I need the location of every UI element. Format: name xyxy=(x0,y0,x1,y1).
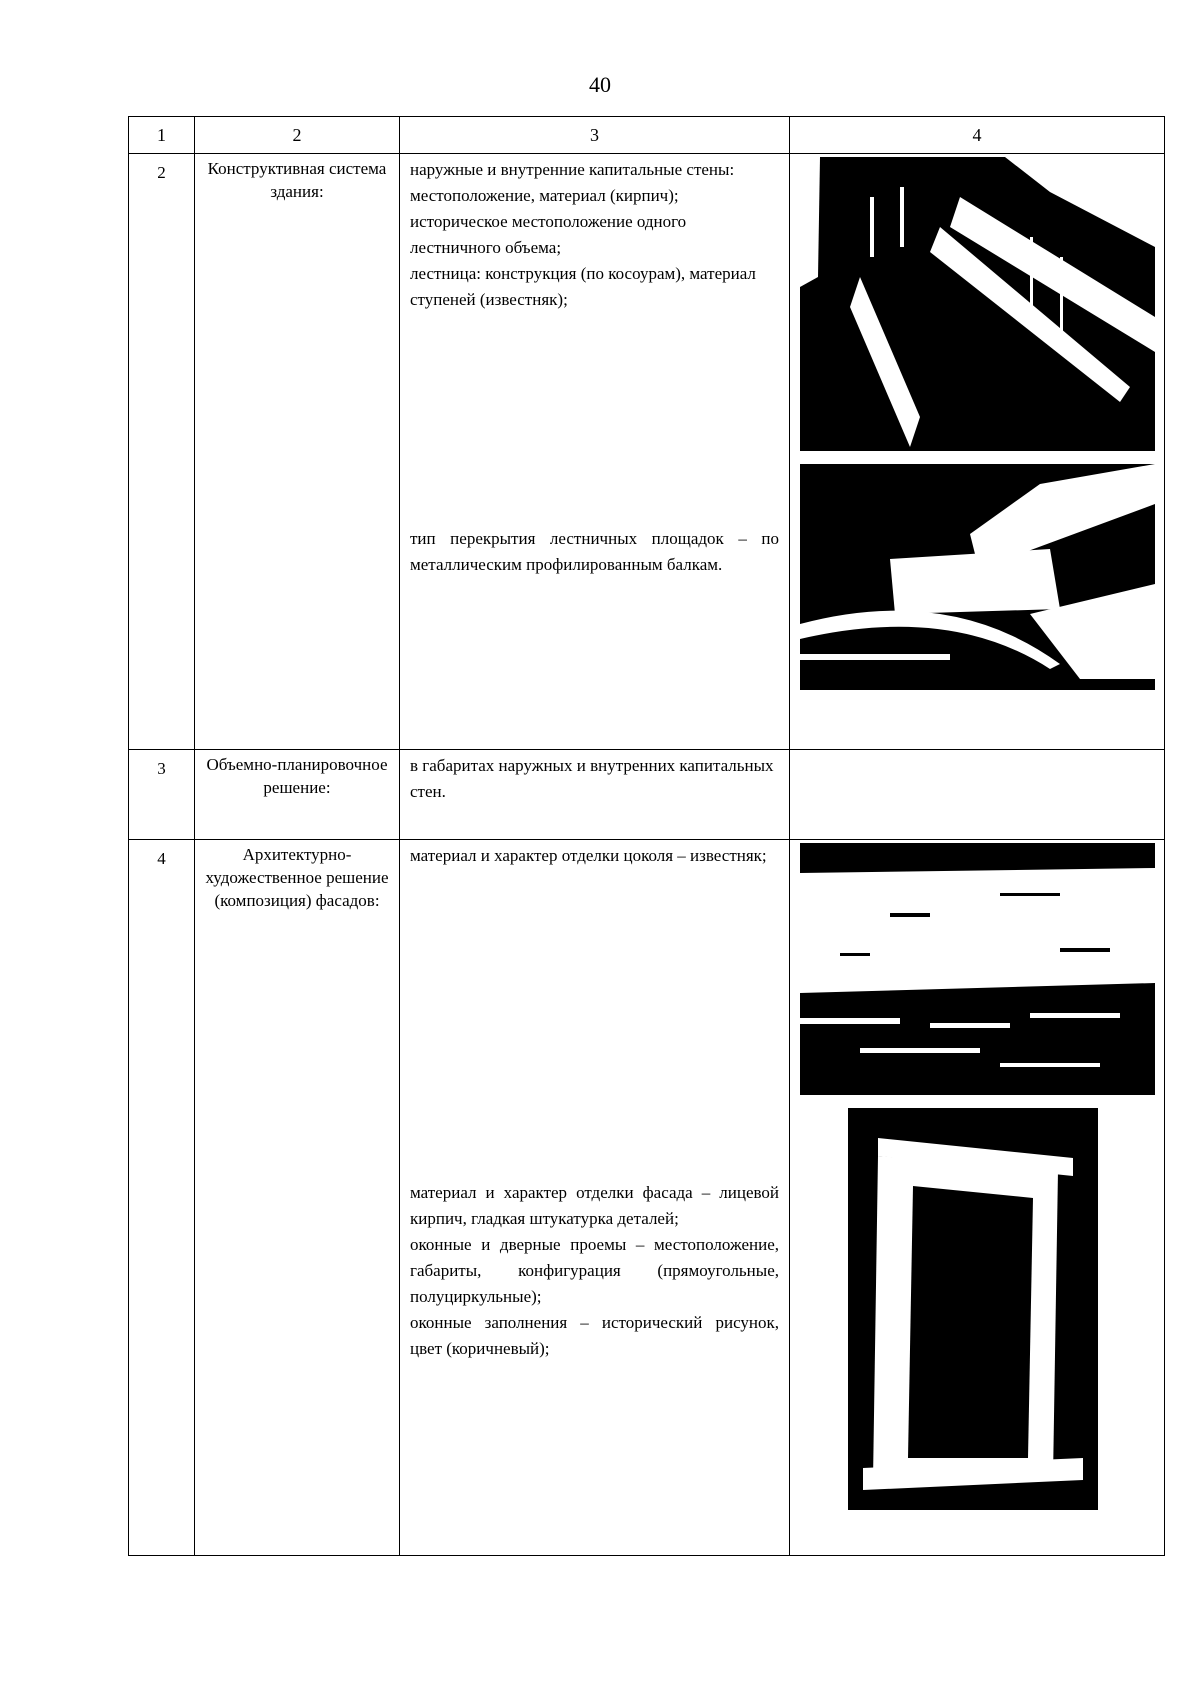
description-lower-block xyxy=(410,1180,779,1362)
row-number: 4 xyxy=(129,840,195,1556)
column-header-4: 4 xyxy=(790,117,1165,154)
column-header-2: 2 xyxy=(195,117,400,154)
row-photos xyxy=(790,750,1165,840)
table-row-volumetric-planning xyxy=(129,750,1165,840)
description-paragraph: оконные заполнения – исторический рисунок, цвет (коричневый); xyxy=(410,1313,779,1358)
row-category: Объемно-планировочное решение: xyxy=(195,750,400,840)
row-photos xyxy=(790,154,1165,750)
heritage-table xyxy=(128,116,1165,1556)
row-number: 2 xyxy=(129,154,195,750)
limestone-plinth-photo xyxy=(800,843,1155,1095)
table-row-facade-composition xyxy=(129,840,1165,1556)
row-photos xyxy=(790,840,1165,1556)
row-description xyxy=(400,750,790,840)
row-number: 3 xyxy=(129,750,195,840)
column-header-1: 1 xyxy=(129,117,195,154)
description-paragraph: в габаритах наружных и внутренних капитальных стен. xyxy=(410,756,774,801)
staircase-photo xyxy=(800,157,1155,451)
row-category: Архитектурно-художественное решение (композиция) фасадов: xyxy=(195,840,400,1556)
row-description xyxy=(400,154,790,750)
column-header-3: 3 xyxy=(400,117,790,154)
landing-beams-photo xyxy=(800,464,1155,690)
description-paragraph: материал и характер отделки фасада – лицевой кирпич, гладкая штукатурка деталей; xyxy=(410,1183,779,1228)
row-description xyxy=(400,840,790,1556)
description-paragraph: историческое местоположение одного лестничного объема; xyxy=(410,212,687,257)
description-paragraph: наружные и внутренние капитальные стены: местоположение, материал (кирпич); xyxy=(410,160,735,205)
description-paragraph: тип перекрытия лестничных площадок – по металлическим профилированным балкам. xyxy=(410,529,779,574)
description-paragraph: материал и характер отделки цоколя – известняк; xyxy=(410,846,767,865)
window-frame-photo xyxy=(848,1108,1098,1510)
page-number: 40 xyxy=(589,72,611,97)
table-row-structural-system xyxy=(129,154,1165,750)
table-header-row xyxy=(129,117,1165,154)
description-paragraph: оконные и дверные проемы – местоположение, габариты, конфигурация (прямоугольные, полуциркульные); xyxy=(410,1235,779,1306)
row-category: Конструктивная система здания: xyxy=(195,154,400,750)
description-paragraph: лестница: конструкция (по косоурам), материал ступеней (известняк); xyxy=(410,264,756,309)
